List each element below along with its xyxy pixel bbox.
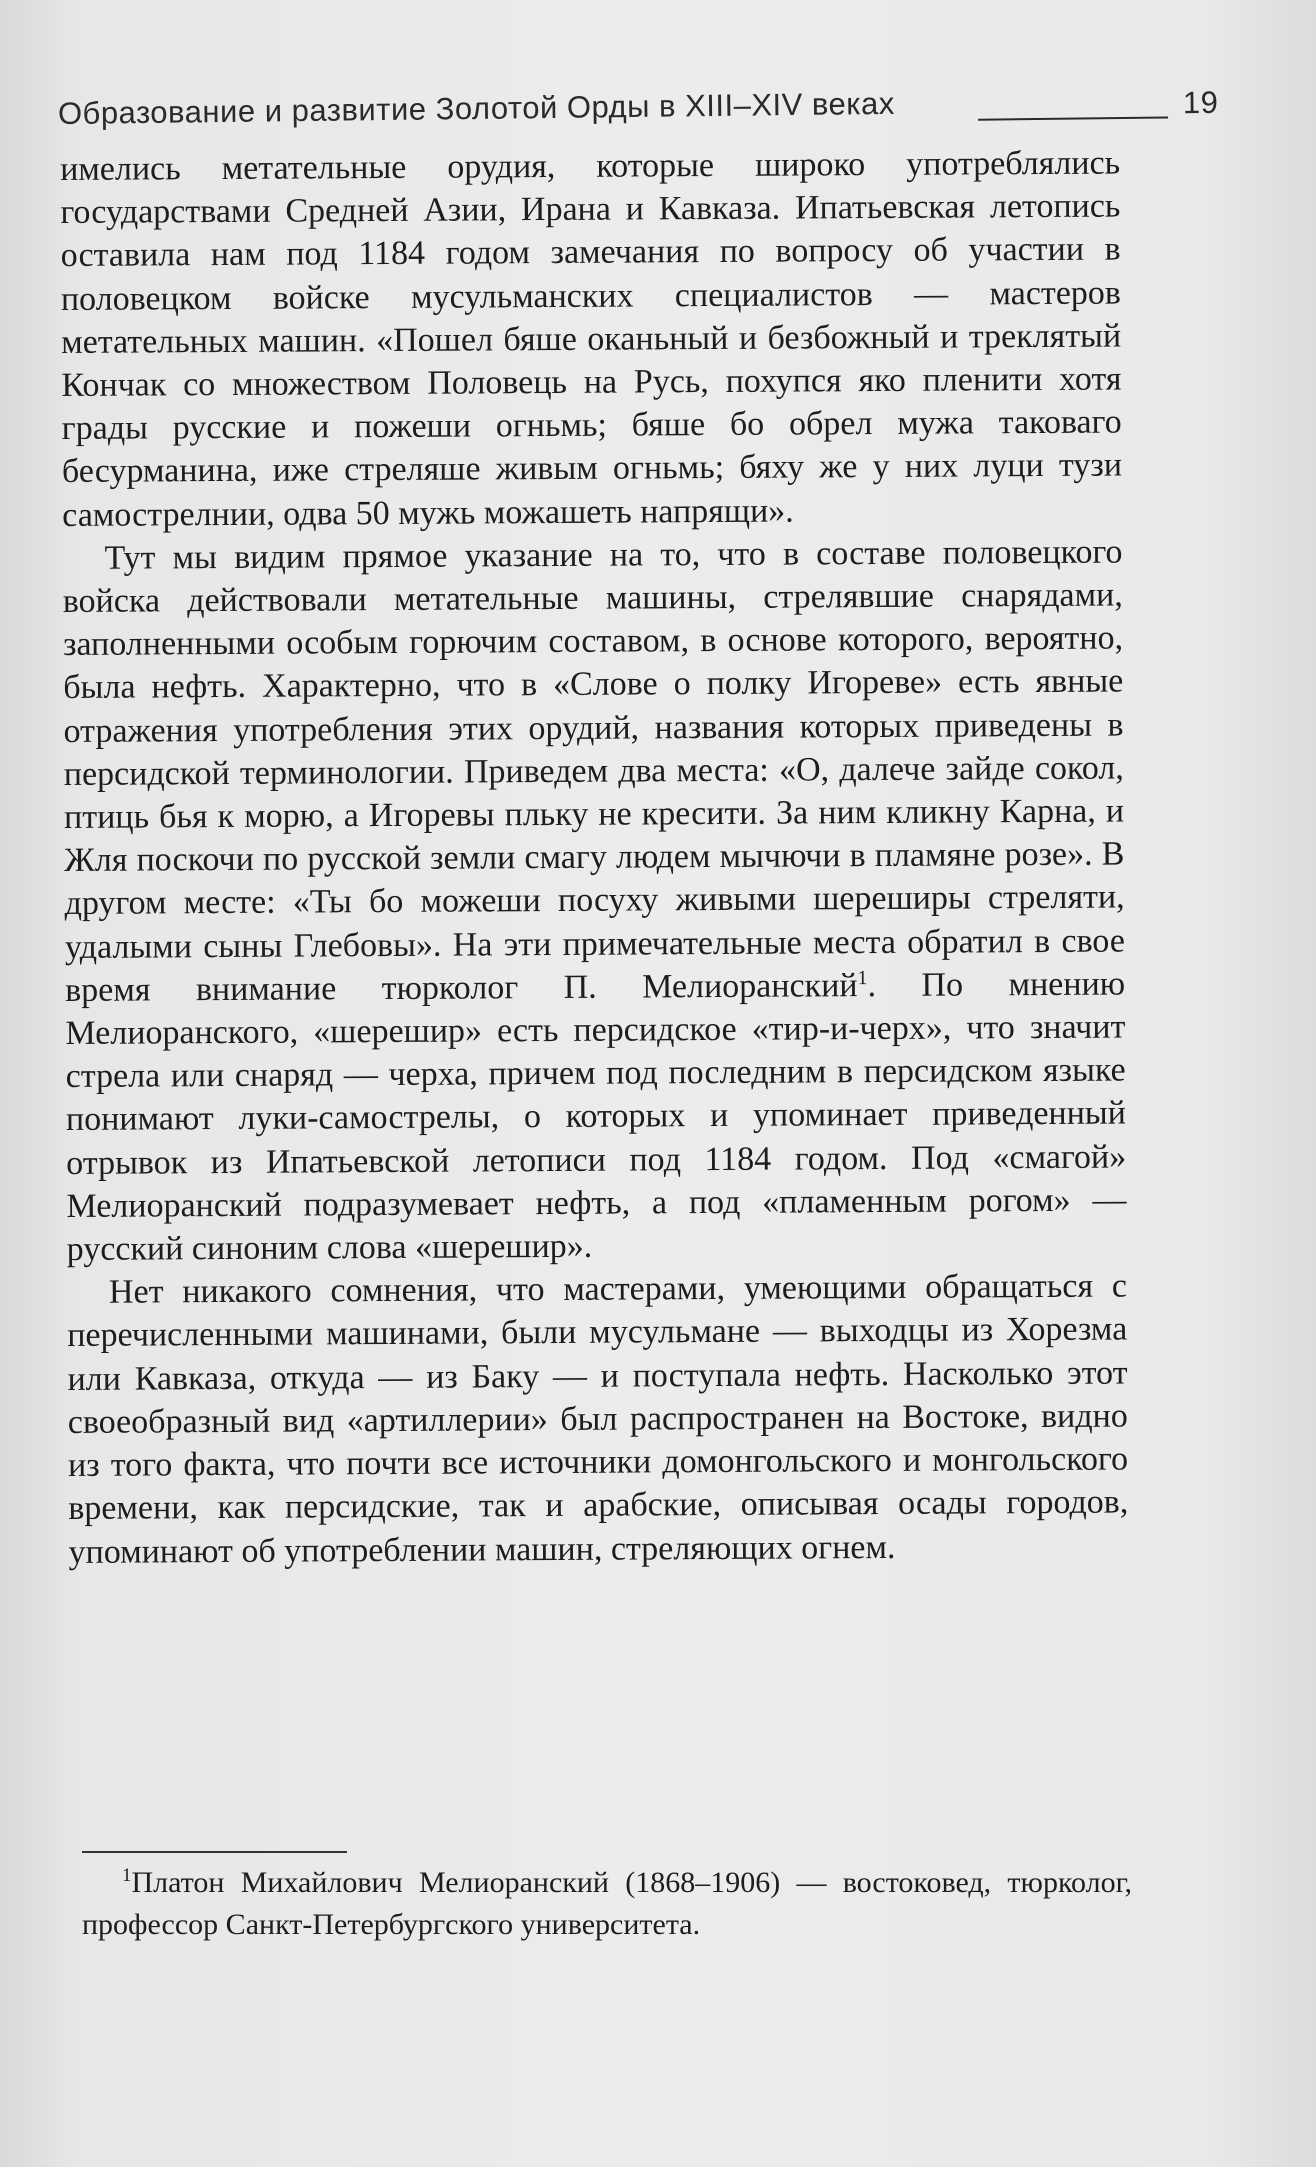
footnote-reference: 1 xyxy=(857,966,868,990)
paragraph-1: имелись метательные орудия, которые широко употреблялись государствами Средней Азии, Ирана и Кавказа. Ипатьевская летопись оставила нам под 1184 годом замечания по вопросу об участии в половецком войске мусульманских специалистов — мастеров метательных машин. «Пошел бяше оканьный и безбожный и треклятый Кончак со множеством Половець на Русь, похупся яко пленити хотя грады русские и пожеши огньмь; бяше бо обрел мужа таковаго бесурманина, иже стреляше живым огньмь; бяху же у них луци тузи самострелнии, одва 50 мужь можашеть напрящи». xyxy=(60,144,1123,534)
paragraph-2 xyxy=(62,530,1126,1271)
footnote xyxy=(82,1862,1132,1946)
page-number: 19 xyxy=(1182,84,1219,121)
footnote-separator xyxy=(82,1851,347,1853)
footnote-mark: 1 xyxy=(122,1865,132,1886)
running-head xyxy=(57,83,1219,140)
paragraph-2-part-2: . По мнению Мелиоранского, «шерешир» есть персидское «тир-и-черх», что значит стрела или снаряд — черха, причем под последним в персидском языке понимают луки-самострелы, о которых и упоминает приведенный отрывок из Ипатьевской летописи под 1184 годом. Под «смагой» Мелиоранский подразумевает нефть, а под «пламенным рогом» — русский синоним слова «шерешир». xyxy=(65,965,1127,1269)
chapter-title: Образование и развитие Золотой Орды в XIII–XIV веках xyxy=(57,85,895,131)
body-text xyxy=(60,142,1129,1574)
footnote-text: Платон Михайлович Мелиоранский (1868–1906) — востоковед, тюрколог, профессор Санкт-Петербургского университета. xyxy=(82,1866,1132,1941)
paragraph-2-part-1: Тут мы видим прямое указание на то, что в составе половецкого войска действовали метательные машины, стрелявшие снарядами, заполненными особым горючим составом, в основе которого, вероятно, была нефть. Характерно, что в «Слове о полку Игореве» есть явные отражения употребления этих орудий, названия которых приведены в персидской терминологии. Приведем два места: «О, далече зайде сокол, птиць бья к морю, а Игоревы пльку не кресити. За ним кликну Карна, и Жля поскочи по русской земли смагу людем мычючи в пламяне розе». В другом месте: «Ты бо можеши посуху живыми шереширы стреляти, удалыми сыны Глебовы». На эти примечательные места обратил в свое время внимание тюрколог П. Мелиоранский xyxy=(62,533,1125,1009)
paragraph-3: Нет никакого сомнения, что мастерами, умеющими обращаться с перечисленными машинами, были мусульмане — выходцы из Хорезма или Кавказа, откуда — из Баку — и поступала нефть. Насколько этот своеобразный вид «артиллерии» был распространен на Востоке, видно из того факта, что почти все источники домонгольского и монгольского времени, как персидские, так и арабские, описывая осады городов, упоминают об употреблении машин, стреляющих огнем. xyxy=(67,1267,1129,1571)
header-rule xyxy=(978,116,1168,120)
